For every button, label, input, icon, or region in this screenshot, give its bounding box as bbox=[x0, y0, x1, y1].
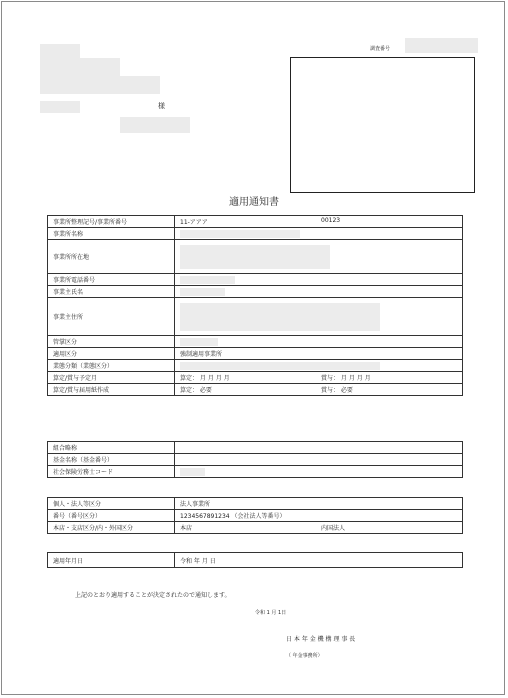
redacted-survey-number bbox=[405, 38, 478, 53]
redacted-value bbox=[180, 468, 205, 476]
table-row bbox=[48, 336, 463, 348]
redacted-address-line-3 bbox=[40, 76, 160, 94]
row-label: 事業主住所 bbox=[48, 298, 175, 336]
row-label: 組合略称 bbox=[48, 442, 175, 454]
row-label: 基金名称（基金番号） bbox=[48, 454, 175, 466]
redacted-value bbox=[180, 362, 380, 370]
table-row bbox=[48, 553, 463, 568]
table-row bbox=[48, 240, 463, 274]
row-label: 算定/賞与届用紙作成 bbox=[48, 384, 175, 396]
photo-frame bbox=[290, 57, 475, 193]
redacted-value bbox=[180, 303, 380, 331]
row-label: 番号（番号区分） bbox=[48, 510, 175, 522]
union-info-table bbox=[47, 441, 463, 478]
row-label: 事業所整理記号/事業所番号 bbox=[48, 216, 175, 228]
row-label: 業態分類（業態区分） bbox=[48, 360, 175, 372]
honorific: 様 bbox=[158, 102, 165, 110]
table-row bbox=[48, 216, 463, 228]
row-value: 強制適用事業所 bbox=[175, 348, 463, 360]
calc-form: 算定： 必要 bbox=[180, 387, 212, 394]
table-row bbox=[48, 498, 463, 510]
office-info-table bbox=[47, 215, 463, 396]
row-label: 事業所所在地 bbox=[48, 240, 175, 274]
redacted-value bbox=[180, 245, 330, 269]
redacted-value bbox=[180, 288, 225, 296]
calc-months: 算定： 月 月 月 月 bbox=[180, 375, 230, 382]
table-row bbox=[48, 442, 463, 454]
table-row bbox=[48, 348, 463, 360]
row-value bbox=[175, 442, 463, 454]
table-row bbox=[48, 298, 463, 336]
table-row bbox=[48, 522, 463, 534]
bonus-months: 賞与： 月 月 月 月 bbox=[321, 375, 371, 382]
redacted-address-line-1 bbox=[40, 44, 80, 58]
table-row bbox=[48, 510, 463, 522]
domestic-type: 内国法人 bbox=[321, 525, 346, 532]
issuer-name: 日 本 年 金 機 構 理 事 長 bbox=[286, 636, 356, 643]
row-label: 事業所電話番号 bbox=[48, 274, 175, 286]
application-date-table bbox=[47, 552, 463, 568]
row-label: 適用区分 bbox=[48, 348, 175, 360]
table-row bbox=[48, 360, 463, 372]
row-label: 算定/賞与予定月 bbox=[48, 372, 175, 384]
redacted-name-line-2 bbox=[120, 117, 190, 133]
bonus-form: 賞与： 必要 bbox=[321, 387, 353, 394]
table-row bbox=[48, 384, 463, 396]
table-row bbox=[48, 228, 463, 240]
row-label: 事業主氏名 bbox=[48, 286, 175, 298]
row-label: 個人・法人等区分 bbox=[48, 498, 175, 510]
row-label: 事業所名称 bbox=[48, 228, 175, 240]
notice-text: 上記のとおり適用することが決定されたので通知します。 bbox=[75, 592, 231, 599]
office-number: 00123 bbox=[321, 217, 341, 224]
row-value bbox=[175, 454, 463, 466]
row-label: 管掌区分 bbox=[48, 336, 175, 348]
table-row bbox=[48, 286, 463, 298]
table-row bbox=[48, 454, 463, 466]
row-value: 令和 年 月 日 bbox=[175, 553, 463, 568]
document-title: 適用通知書 bbox=[229, 197, 279, 208]
table-row bbox=[48, 372, 463, 384]
redacted-address-line-2 bbox=[40, 58, 120, 76]
row-label: 社会保険労務士コード bbox=[48, 466, 175, 478]
office-symbol: 11-アアア bbox=[180, 219, 208, 226]
table-row bbox=[48, 274, 463, 286]
row-label: 本店・支店区分/内・外国区分 bbox=[48, 522, 175, 534]
row-label: 適用年月日 bbox=[48, 553, 175, 568]
issue-date: 令和 1 月 1日 bbox=[255, 610, 287, 616]
survey-number-label: 調査番号 bbox=[370, 46, 391, 52]
branch-type: 本店 bbox=[180, 525, 193, 532]
redacted-value bbox=[180, 338, 218, 346]
redacted-value bbox=[180, 276, 235, 284]
redacted-value bbox=[180, 230, 300, 238]
corporate-info-table bbox=[47, 497, 463, 534]
row-value: 1234567891234 （会社法人等番号） bbox=[175, 510, 463, 522]
table-row bbox=[48, 466, 463, 478]
row-value: 法人事業所 bbox=[175, 498, 463, 510]
pension-office: （ 年金事務所） bbox=[286, 653, 323, 659]
redacted-name-line bbox=[40, 101, 80, 113]
